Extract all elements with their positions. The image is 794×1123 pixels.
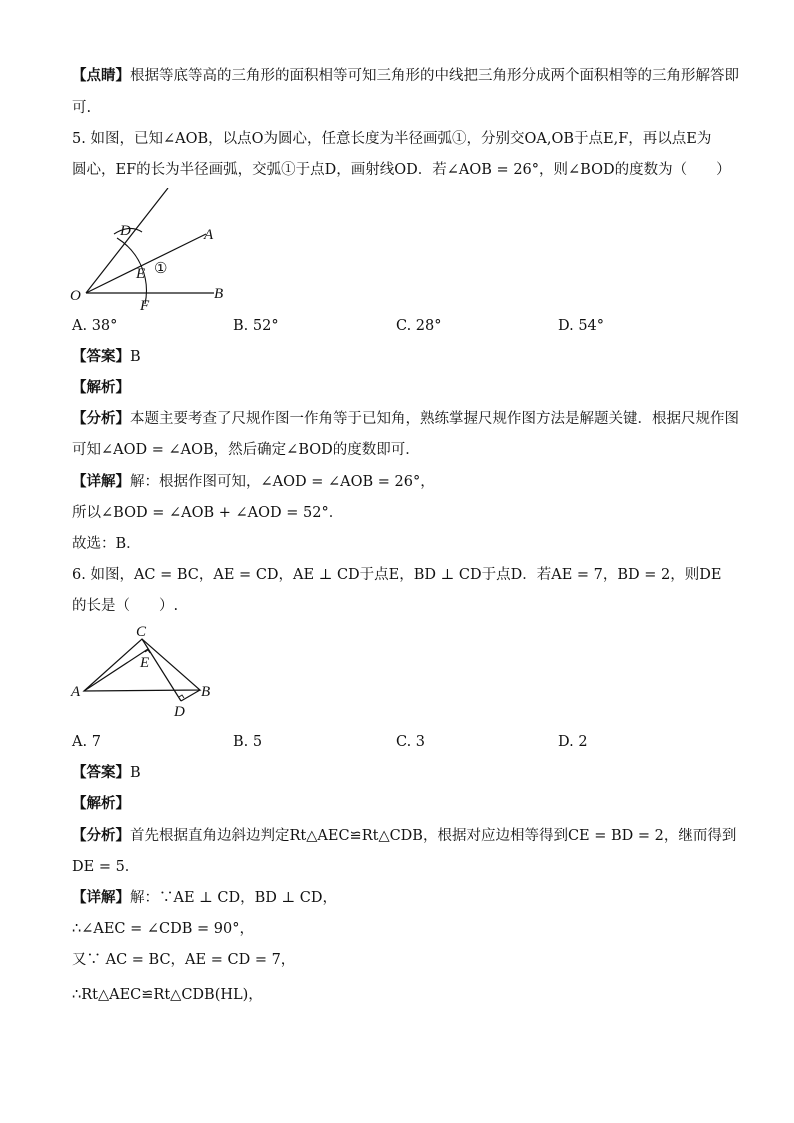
q6-figure	[62, 622, 222, 722]
label-E: E	[136, 266, 146, 282]
q5-fenxi-line-2: 可知∠AOD = ∠AOB，然后确定∠BOD的度数即可．	[72, 442, 420, 458]
q5-analysis-tag: 【解析】	[72, 379, 130, 396]
q5-detail-line-1	[72, 472, 435, 492]
tip-tag: 【点睛】	[72, 67, 130, 84]
q6-fenxi-line-1	[72, 826, 736, 846]
q6-answer-tag: 【答案】	[72, 764, 130, 781]
tip-line-1	[72, 66, 739, 86]
q5-stem-line-2: 圆心，EF的长为半径画弧，交弧①于点D，画射线OD．若∠AOB = 26°，则∠BOD的度数为（ ）	[72, 162, 731, 178]
q6-answer: B	[130, 765, 141, 781]
q5-detail-line-3: 故选：B．	[72, 536, 141, 552]
q5-detail-text: 解：根据作图可知，∠AOD = ∠AOB = 26°，	[130, 474, 435, 490]
tip-text: 根据等底等高的三角形的面积相等可知三角形的中线把三角形分成两个面积相等的三角形解答即	[130, 68, 739, 84]
q5-option-c: C. 28°	[396, 318, 442, 334]
q6-detail-line-2: ∴∠AEC = ∠CDB = 90°，	[72, 921, 254, 937]
q5-answer-tag: 【答案】	[72, 348, 130, 365]
q6-stem-line-2: 的长是（ ）.	[72, 598, 179, 614]
label-C: C	[136, 624, 147, 640]
q5-fenxi-text: 本题主要考查了尺规作图一作角等于已知角，熟练掌握尺规作图方法是解题关键．根据尺规作图	[130, 411, 739, 427]
q6-option-d: D. 2	[558, 734, 588, 750]
q5-detail-tag: 【详解】	[72, 473, 130, 490]
q5-answer: B	[130, 349, 141, 365]
label-D: D	[120, 223, 131, 239]
q6-option-c: C. 3	[396, 734, 426, 750]
segment-BD	[181, 690, 200, 701]
right-angle-D	[179, 695, 184, 698]
label-arc-1: ①	[154, 261, 168, 277]
ray-OD	[86, 188, 168, 293]
q6-answer-line	[72, 763, 141, 783]
label-B: B	[214, 286, 224, 302]
q6-fenxi-line-2: DE = 5．	[72, 859, 140, 875]
q6-detail-line-1	[72, 888, 337, 908]
q5-option-b: B. 52°	[233, 318, 279, 334]
q6-detail-line-4: ∴Rt△AEC≌Rt△CDB(HL)，	[72, 987, 263, 1003]
q6-detail-text: 解：∵AE ⊥ CD，BD ⊥ CD，	[130, 890, 337, 906]
q5-detail-line-2: 所以∠BOD = ∠AOB + ∠AOD = 52°．	[72, 505, 344, 521]
q5-stem-line-1: 5. 如图，已知∠AOB，以点O为圆心，任意长度为半径画弧①，分别交OA,OB于点E,F，再以点E为	[72, 131, 712, 147]
q6-analysis-tag: 【解析】	[72, 795, 130, 812]
label-B: B	[201, 684, 211, 700]
label-E: E	[140, 655, 150, 671]
label-A: A	[71, 684, 81, 700]
q5-option-a: A. 38°	[72, 318, 118, 334]
q6-option-a: A. 7	[72, 734, 101, 750]
segment-AE	[84, 649, 148, 691]
q6-detail-tag: 【详解】	[72, 889, 130, 906]
q6-fenxi-text: 首先根据直角边斜边判定Rt△AEC≌Rt△CDB，根据对应边相等得到CE = BD = 2，继而得到	[130, 828, 737, 844]
q5-fenxi-line-1	[72, 409, 739, 429]
tip-line-2: 可.	[72, 100, 92, 116]
q5-answer-line	[72, 347, 141, 367]
q5-option-d: D. 54°	[558, 318, 605, 334]
q6-detail-line-3: 又∵ AC = BC，AE = CD = 7，	[72, 952, 296, 968]
label-O: O	[70, 288, 81, 304]
q6-fenxi-tag: 【分析】	[72, 827, 130, 844]
q5-figure	[62, 188, 242, 328]
label-F: F	[140, 298, 150, 314]
label-D: D	[174, 704, 185, 720]
label-A: A	[204, 227, 214, 243]
q5-fenxi-tag: 【分析】	[72, 410, 130, 427]
q6-option-b: B. 5	[233, 734, 263, 750]
q6-stem-line-1: 6. 如图，AC = BC，AE = CD，AE ⊥ CD于点E，BD ⊥ CD于点D．若AE = 7，BD = 2，则DE	[72, 567, 722, 583]
